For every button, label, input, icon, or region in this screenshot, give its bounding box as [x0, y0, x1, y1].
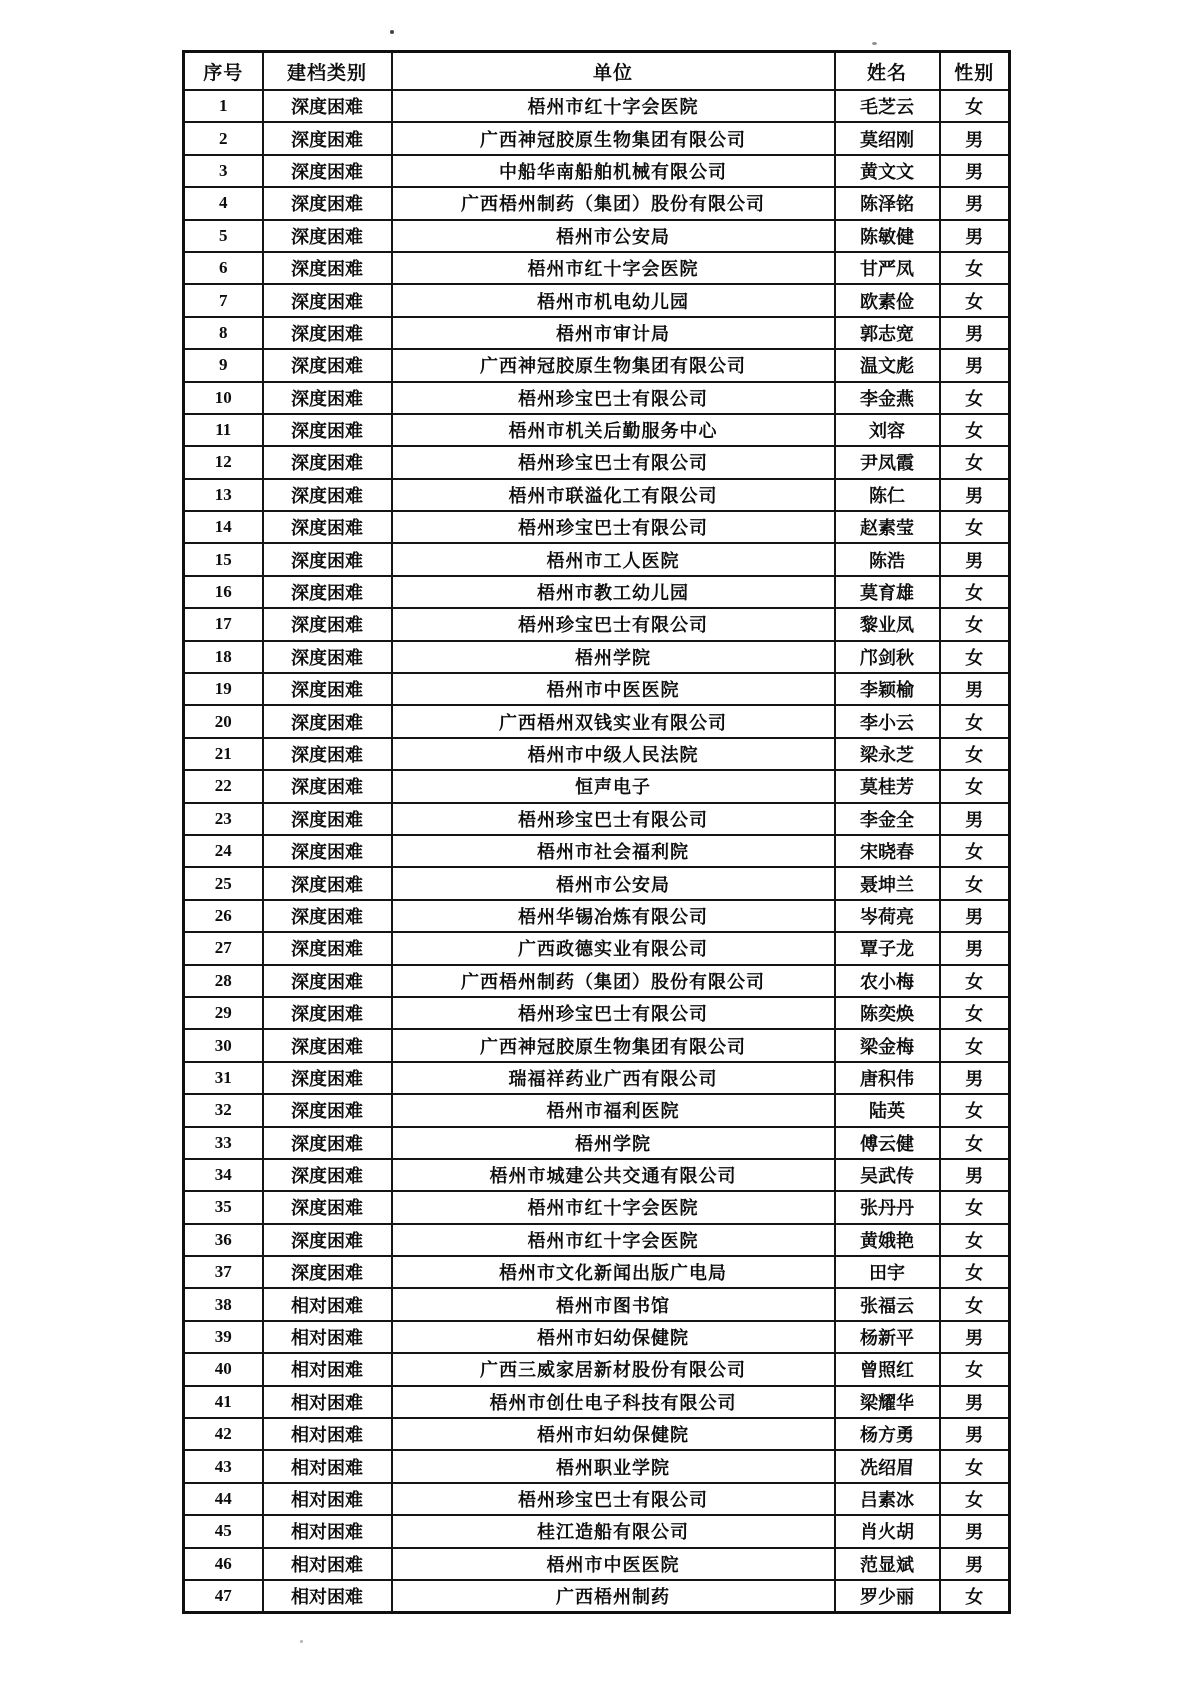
row-gender: 男: [940, 155, 1010, 187]
table-row: [184, 446, 1010, 478]
row-name: 刘容: [835, 414, 940, 446]
row-unit: 梧州珍宝巴士有限公司: [392, 446, 835, 478]
col-header-unit: 单位: [392, 52, 835, 91]
row-name: 范显斌: [835, 1548, 940, 1580]
table-row: [184, 1288, 1010, 1320]
row-unit: 梧州市城建公共交通有限公司: [392, 1159, 835, 1191]
row-name: 温文彪: [835, 349, 940, 381]
row-gender: 女: [940, 1191, 1010, 1223]
row-no: 46: [184, 1548, 263, 1580]
table-row: [184, 1353, 1010, 1385]
table-row: [184, 1580, 1010, 1613]
row-category: 深度困难: [263, 284, 392, 316]
row-unit: 梧州市红十字会医院: [392, 1191, 835, 1223]
row-gender: 女: [940, 770, 1010, 802]
row-gender: 女: [940, 1483, 1010, 1515]
table-row: [184, 1418, 1010, 1450]
table-row: [184, 1548, 1010, 1580]
table-row: [184, 1029, 1010, 1061]
row-unit: 中船华南船舶机械有限公司: [392, 155, 835, 187]
row-no: 15: [184, 543, 263, 575]
row-gender: 男: [940, 1062, 1010, 1094]
row-name: 李金燕: [835, 382, 940, 414]
table-row: [184, 90, 1010, 122]
row-unit: 桂江造船有限公司: [392, 1515, 835, 1547]
row-no: 30: [184, 1029, 263, 1061]
row-no: 6: [184, 252, 263, 284]
row-no: 4: [184, 187, 263, 219]
row-unit: 梧州市社会福利院: [392, 835, 835, 867]
row-no: 47: [184, 1580, 263, 1613]
row-category: 相对困难: [263, 1580, 392, 1613]
row-no: 8: [184, 317, 263, 349]
row-unit: 广西神冠胶原生物集团有限公司: [392, 122, 835, 154]
table-row: [184, 155, 1010, 187]
row-gender: 女: [940, 1256, 1010, 1288]
row-no: 31: [184, 1062, 263, 1094]
row-no: 32: [184, 1094, 263, 1126]
row-name: 农小梅: [835, 965, 940, 997]
table-row: [184, 479, 1010, 511]
row-no: 33: [184, 1127, 263, 1159]
row-category: 深度困难: [263, 122, 392, 154]
row-gender: 男: [940, 543, 1010, 575]
row-unit: 梧州市机关后勤服务中心: [392, 414, 835, 446]
row-no: 14: [184, 511, 263, 543]
row-category: 深度困难: [263, 997, 392, 1029]
row-gender: 女: [940, 738, 1010, 770]
row-category: 深度困难: [263, 900, 392, 932]
row-category: 深度困难: [263, 705, 392, 737]
row-no: 3: [184, 155, 263, 187]
row-unit: 梧州市福利医院: [392, 1094, 835, 1126]
table-row: [184, 997, 1010, 1029]
col-header-no: 序号: [184, 52, 263, 91]
row-name: 覃子龙: [835, 932, 940, 964]
row-category: 深度困难: [263, 446, 392, 478]
row-name: 曾照红: [835, 1353, 940, 1385]
row-category: 深度困难: [263, 770, 392, 802]
row-gender: 女: [940, 1094, 1010, 1126]
row-no: 29: [184, 997, 263, 1029]
row-unit: 梧州珍宝巴士有限公司: [392, 1483, 835, 1515]
row-name: 陈泽铭: [835, 187, 940, 219]
row-category: 相对困难: [263, 1418, 392, 1450]
row-no: 7: [184, 284, 263, 316]
table-row: [184, 349, 1010, 381]
row-name: 尹凤霞: [835, 446, 940, 478]
header-row: [184, 52, 1010, 91]
row-unit: 广西梧州双钱实业有限公司: [392, 705, 835, 737]
row-no: 18: [184, 641, 263, 673]
row-category: 相对困难: [263, 1483, 392, 1515]
col-header-category: 建档类别: [263, 52, 392, 91]
row-no: 26: [184, 900, 263, 932]
row-unit: 梧州市红十字会医院: [392, 1224, 835, 1256]
row-category: 深度困难: [263, 382, 392, 414]
row-unit: 广西三威家居新材股份有限公司: [392, 1353, 835, 1385]
row-gender: 男: [940, 1159, 1010, 1191]
row-no: 42: [184, 1418, 263, 1450]
row-category: 深度困难: [263, 349, 392, 381]
row-category: 深度困难: [263, 252, 392, 284]
row-gender: 男: [940, 1548, 1010, 1580]
row-category: 深度困难: [263, 317, 392, 349]
row-name: 罗少丽: [835, 1580, 940, 1613]
row-gender: 女: [940, 252, 1010, 284]
row-category: 深度困难: [263, 673, 392, 705]
row-category: 相对困难: [263, 1515, 392, 1547]
table-row: [184, 187, 1010, 219]
row-name: 陈敏健: [835, 220, 940, 252]
row-unit: 梧州市中级人民法院: [392, 738, 835, 770]
row-no: 27: [184, 932, 263, 964]
table-body: [184, 90, 1010, 1613]
row-gender: 女: [940, 1029, 1010, 1061]
row-unit: 梧州市工人医院: [392, 543, 835, 575]
row-category: 相对困难: [263, 1321, 392, 1353]
scan-speck: [390, 30, 394, 34]
row-category: 相对困难: [263, 1288, 392, 1320]
table-row: [184, 284, 1010, 316]
row-name: 杨方勇: [835, 1418, 940, 1450]
row-category: 深度困难: [263, 220, 392, 252]
table-row: [184, 932, 1010, 964]
row-no: 34: [184, 1159, 263, 1191]
table-row: [184, 803, 1010, 835]
row-gender: 女: [940, 835, 1010, 867]
row-category: 深度困难: [263, 738, 392, 770]
row-name: 李小云: [835, 705, 940, 737]
row-name: 梁金梅: [835, 1029, 940, 1061]
row-unit: 梧州市图书馆: [392, 1288, 835, 1320]
row-no: 20: [184, 705, 263, 737]
table-row: [184, 1191, 1010, 1223]
table-row: [184, 511, 1010, 543]
row-category: 深度困难: [263, 1127, 392, 1159]
row-no: 12: [184, 446, 263, 478]
row-name: 赵素莹: [835, 511, 940, 543]
row-no: 21: [184, 738, 263, 770]
row-gender: 女: [940, 867, 1010, 899]
row-category: 深度困难: [263, 1159, 392, 1191]
row-gender: 男: [940, 1321, 1010, 1353]
row-name: 陈浩: [835, 543, 940, 575]
row-unit: 梧州市文化新闻出版广电局: [392, 1256, 835, 1288]
row-no: 28: [184, 965, 263, 997]
row-unit: 广西神冠胶原生物集团有限公司: [392, 1029, 835, 1061]
row-unit: 梧州市联溢化工有限公司: [392, 479, 835, 511]
row-no: 11: [184, 414, 263, 446]
row-gender: 女: [940, 997, 1010, 1029]
row-gender: 女: [940, 1580, 1010, 1613]
row-category: 深度困难: [263, 1029, 392, 1061]
row-name: 张福云: [835, 1288, 940, 1320]
row-name: 梁永芝: [835, 738, 940, 770]
row-gender: 女: [940, 284, 1010, 316]
roster-table: [182, 50, 1011, 1614]
row-name: 李颖榆: [835, 673, 940, 705]
row-no: 16: [184, 576, 263, 608]
table-row: [184, 252, 1010, 284]
table-row: [184, 1256, 1010, 1288]
row-gender: 男: [940, 803, 1010, 835]
row-unit: 梧州珍宝巴士有限公司: [392, 997, 835, 1029]
row-gender: 女: [940, 965, 1010, 997]
row-name: 郭志宽: [835, 317, 940, 349]
row-unit: 广西梧州制药（集团）股份有限公司: [392, 187, 835, 219]
row-unit: 梧州市中医医院: [392, 1548, 835, 1580]
row-category: 深度困难: [263, 867, 392, 899]
row-gender: 男: [940, 349, 1010, 381]
table-row: [184, 576, 1010, 608]
row-gender: 女: [940, 1127, 1010, 1159]
row-gender: 女: [940, 608, 1010, 640]
row-name: 黎业凤: [835, 608, 940, 640]
table-row: [184, 705, 1010, 737]
row-name: 陈仁: [835, 479, 940, 511]
row-unit: 梧州珍宝巴士有限公司: [392, 608, 835, 640]
row-no: 1: [184, 90, 263, 122]
row-unit: 恒声电子: [392, 770, 835, 802]
table-row: [184, 1224, 1010, 1256]
row-no: 36: [184, 1224, 263, 1256]
row-name: 莫绍刚: [835, 122, 940, 154]
row-unit: 广西政德实业有限公司: [392, 932, 835, 964]
table-row: [184, 220, 1010, 252]
row-unit: 瑞福祥药业广西有限公司: [392, 1062, 835, 1094]
row-no: 9: [184, 349, 263, 381]
row-unit: 梧州市红十字会医院: [392, 90, 835, 122]
table-row: [184, 382, 1010, 414]
row-unit: 梧州市教工幼儿园: [392, 576, 835, 608]
row-no: 13: [184, 479, 263, 511]
table-row: [184, 1321, 1010, 1353]
row-category: 深度困难: [263, 414, 392, 446]
row-gender: 女: [940, 1353, 1010, 1385]
table-row: [184, 1159, 1010, 1191]
row-gender: 男: [940, 1515, 1010, 1547]
row-no: 41: [184, 1386, 263, 1418]
scan-speck: [300, 1640, 303, 1643]
table-row: [184, 608, 1010, 640]
row-unit: 梧州珍宝巴士有限公司: [392, 382, 835, 414]
row-gender: 女: [940, 641, 1010, 673]
row-unit: 梧州市审计局: [392, 317, 835, 349]
row-gender: 女: [940, 382, 1010, 414]
table-row: [184, 1094, 1010, 1126]
row-name: 黄文文: [835, 155, 940, 187]
row-name: 吕素冰: [835, 1483, 940, 1515]
table-row: [184, 543, 1010, 575]
row-unit: 梧州华锡冶炼有限公司: [392, 900, 835, 932]
row-category: 深度困难: [263, 187, 392, 219]
table-row: [184, 1515, 1010, 1547]
row-name: 陈奕焕: [835, 997, 940, 1029]
row-gender: 女: [940, 511, 1010, 543]
table-row: [184, 770, 1010, 802]
row-category: 深度困难: [263, 608, 392, 640]
row-gender: 女: [940, 1288, 1010, 1320]
row-no: 23: [184, 803, 263, 835]
row-gender: 男: [940, 220, 1010, 252]
row-no: 44: [184, 1483, 263, 1515]
row-gender: 女: [940, 1224, 1010, 1256]
row-no: 2: [184, 122, 263, 154]
row-unit: 梧州职业学院: [392, 1450, 835, 1482]
table-row: [184, 1450, 1010, 1482]
row-category: 深度困难: [263, 511, 392, 543]
row-gender: 女: [940, 576, 1010, 608]
row-category: 深度困难: [263, 932, 392, 964]
row-name: 梁耀华: [835, 1386, 940, 1418]
row-category: 深度困难: [263, 576, 392, 608]
table-row: [184, 867, 1010, 899]
row-no: 45: [184, 1515, 263, 1547]
row-gender: 女: [940, 1450, 1010, 1482]
row-gender: 女: [940, 705, 1010, 737]
row-no: 37: [184, 1256, 263, 1288]
row-unit: 广西神冠胶原生物集团有限公司: [392, 349, 835, 381]
row-unit: 广西梧州制药（集团）股份有限公司: [392, 965, 835, 997]
row-unit: 梧州市创仕电子科技有限公司: [392, 1386, 835, 1418]
table-row: [184, 965, 1010, 997]
row-unit: 梧州珍宝巴士有限公司: [392, 511, 835, 543]
row-unit: 梧州市妇幼保健院: [392, 1321, 835, 1353]
row-name: 莫育雄: [835, 576, 940, 608]
col-header-gender: 性别: [940, 52, 1010, 91]
row-category: 深度困难: [263, 1224, 392, 1256]
row-name: 陆英: [835, 1094, 940, 1126]
row-unit: 梧州市机电幼儿园: [392, 284, 835, 316]
row-unit: 梧州市公安局: [392, 220, 835, 252]
row-name: 毛芝云: [835, 90, 940, 122]
row-category: 相对困难: [263, 1353, 392, 1385]
row-no: 17: [184, 608, 263, 640]
row-no: 40: [184, 1353, 263, 1385]
table-row: [184, 1127, 1010, 1159]
row-gender: 男: [940, 932, 1010, 964]
row-unit: 梧州学院: [392, 641, 835, 673]
row-category: 深度困难: [263, 90, 392, 122]
row-name: 杨新平: [835, 1321, 940, 1353]
row-category: 深度困难: [263, 965, 392, 997]
row-category: 深度困难: [263, 1191, 392, 1223]
row-no: 38: [184, 1288, 263, 1320]
row-category: 相对困难: [263, 1386, 392, 1418]
row-no: 22: [184, 770, 263, 802]
row-category: 相对困难: [263, 1450, 392, 1482]
row-no: 43: [184, 1450, 263, 1482]
row-gender: 男: [940, 479, 1010, 511]
row-no: 24: [184, 835, 263, 867]
row-gender: 男: [940, 187, 1010, 219]
row-gender: 男: [940, 122, 1010, 154]
row-gender: 男: [940, 1386, 1010, 1418]
row-name: 吴武传: [835, 1159, 940, 1191]
row-no: 25: [184, 867, 263, 899]
row-gender: 女: [940, 414, 1010, 446]
row-category: 深度困难: [263, 641, 392, 673]
row-unit: 梧州市公安局: [392, 867, 835, 899]
row-category: 深度困难: [263, 1094, 392, 1126]
row-unit: 广西梧州制药: [392, 1580, 835, 1613]
row-no: 39: [184, 1321, 263, 1353]
row-name: 田宇: [835, 1256, 940, 1288]
table-row: [184, 835, 1010, 867]
table-row: [184, 1386, 1010, 1418]
row-name: 冼绍眉: [835, 1450, 940, 1482]
row-name: 宋晓春: [835, 835, 940, 867]
table-row: [184, 900, 1010, 932]
row-no: 5: [184, 220, 263, 252]
row-unit: 梧州市中医医院: [392, 673, 835, 705]
row-name: 聂坤兰: [835, 867, 940, 899]
table-row: [184, 673, 1010, 705]
row-no: 10: [184, 382, 263, 414]
scan-speck: [872, 42, 877, 45]
row-gender: 男: [940, 900, 1010, 932]
row-unit: 梧州珍宝巴士有限公司: [392, 803, 835, 835]
row-name: 傅云健: [835, 1127, 940, 1159]
row-gender: 女: [940, 446, 1010, 478]
row-category: 深度困难: [263, 479, 392, 511]
row-name: 张丹丹: [835, 1191, 940, 1223]
row-gender: 男: [940, 673, 1010, 705]
row-name: 肖火胡: [835, 1515, 940, 1547]
row-name: 李金全: [835, 803, 940, 835]
table-row: [184, 738, 1010, 770]
row-name: 唐积伟: [835, 1062, 940, 1094]
row-category: 深度困难: [263, 835, 392, 867]
table-row: [184, 122, 1010, 154]
row-category: 深度困难: [263, 1062, 392, 1094]
table-row: [184, 641, 1010, 673]
col-header-name: 姓名: [835, 52, 940, 91]
table-row: [184, 317, 1010, 349]
row-name: 莫桂芳: [835, 770, 940, 802]
row-name: 岑荷亮: [835, 900, 940, 932]
row-gender: 男: [940, 317, 1010, 349]
row-category: 深度困难: [263, 1256, 392, 1288]
row-gender: 女: [940, 90, 1010, 122]
table-row: [184, 1483, 1010, 1515]
row-no: 35: [184, 1191, 263, 1223]
row-unit: 梧州市红十字会医院: [392, 252, 835, 284]
row-unit: 梧州市妇幼保健院: [392, 1418, 835, 1450]
row-name: 欧素俭: [835, 284, 940, 316]
row-category: 深度困难: [263, 155, 392, 187]
row-name: 黄娥艳: [835, 1224, 940, 1256]
row-no: 19: [184, 673, 263, 705]
row-category: 相对困难: [263, 1548, 392, 1580]
row-name: 邝剑秋: [835, 641, 940, 673]
table-row: [184, 1062, 1010, 1094]
table-row: [184, 414, 1010, 446]
row-category: 深度困难: [263, 543, 392, 575]
row-name: 甘严凤: [835, 252, 940, 284]
row-gender: 男: [940, 1418, 1010, 1450]
row-unit: 梧州学院: [392, 1127, 835, 1159]
row-category: 深度困难: [263, 803, 392, 835]
